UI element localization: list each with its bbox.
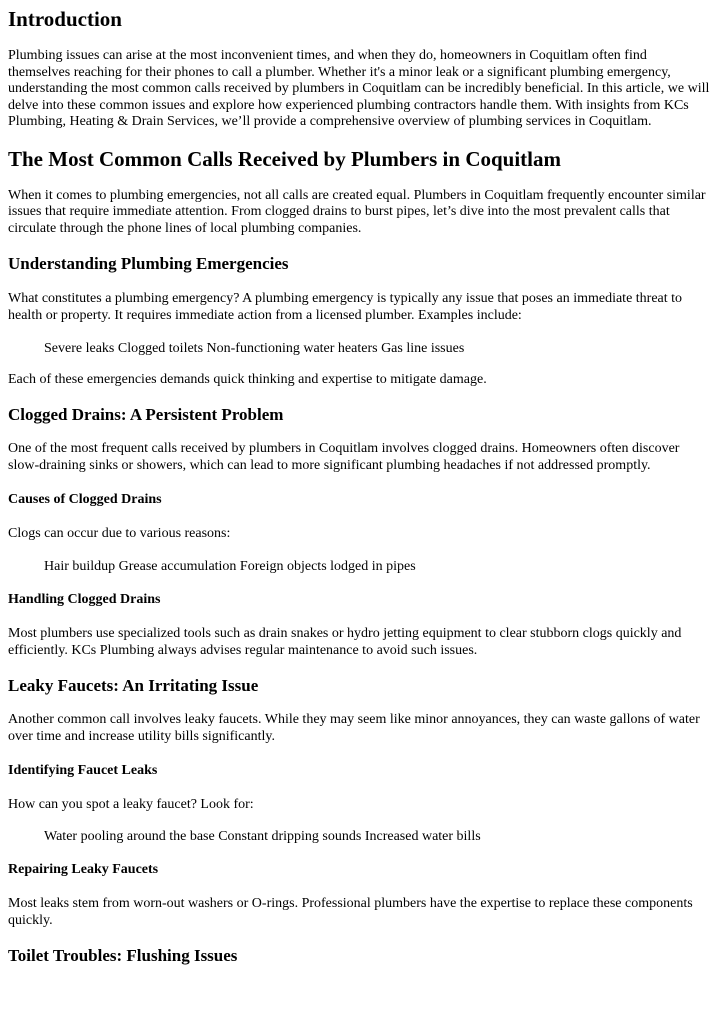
clogged-heading: Clogged Drains: A Persistent Problem xyxy=(8,405,284,424)
faucets-heading: Leaky Faucets: An Irritating Issue xyxy=(8,676,259,695)
common-calls-heading: The Most Common Calls Received by Plumbers in Coquitlam xyxy=(8,146,561,171)
intro-heading: Introduction xyxy=(8,7,122,31)
repair-paragraph: Most leaks stem from worn-out washers or O-rings. Professional plumbers have the expertise to replace these components quickly. xyxy=(8,896,693,928)
identify-heading: Identifying Faucet Leaks xyxy=(8,763,158,778)
common-calls-paragraph: When it comes to plumbing emergencies, not all calls are created equal. Plumbers in Coquitlam frequently encounter similar issues that require immediate attention. From clogged drains to burst pipes, let’s dive into the most prevalent calls that circulate through the phone lines of local plumbing companies. xyxy=(8,187,706,236)
handling-paragraph: Most plumbers use specialized tools such as drain snakes or hydro jetting equipment to clear stubborn clogs quickly and efficiently. KCs Plumbing always advises regular maintenance to avoid such issues. xyxy=(8,626,682,658)
toilets-heading: Toilet Troubles: Flushing Issues xyxy=(8,946,238,965)
handling-heading: Handling Clogged Drains xyxy=(8,592,161,607)
repair-heading: Repairing Leaky Faucets xyxy=(8,862,159,877)
emergencies-heading: Understanding Plumbing Emergencies xyxy=(8,254,289,273)
clogged-paragraph: One of the most frequent calls received by plumbers in Coquitlam involves clogged drains. Homeowners often discover slow-draining sinks or showers, which can lead to more significant plumbing headaches if not addressed promptly. xyxy=(8,441,680,473)
faucets-paragraph: Another common call involves leaky faucets. While they may seem like minor annoyances, they can waste gallons of water over time and increase utility bills significantly. xyxy=(8,712,700,744)
emergencies-list: Severe leaks Clogged toilets Non-functioning water heaters Gas line issues xyxy=(44,341,465,356)
article xyxy=(0,7,720,966)
emergencies-closing: Each of these emergencies demands quick thinking and expertise to mitigate damage. xyxy=(8,371,487,387)
identify-list: Water pooling around the base Constant dripping sounds Increased water bills xyxy=(44,828,481,844)
causes-paragraph: Clogs can occur due to various reasons: xyxy=(8,526,231,541)
identify-paragraph: How can you spot a leaky faucet? Look for: xyxy=(8,797,254,812)
intro-paragraph: Plumbing issues can arise at the most inconvenient times, and when they do, homeowners in Coquitlam often find themselves reaching for their phones to call a plumber. Whether it's a minor leak or a significant plumbing emergency, understanding the most common calls received by plumbers in Coquitlam can be incredibly beneficial. In this article, we will delve into these common issues and explore how experienced plumbing contractors handle them. With insights from KCs Plumbing, Heating & Drain Services, we’ll provide a comprehensive overview of plumbing services in Coquitlam. xyxy=(8,48,710,129)
emergencies-paragraph: What constitutes a plumbing emergency? A plumbing emergency is typically any issue that poses an immediate threat to health or property. It requires immediate action from a licensed plumber. Examples include: xyxy=(8,291,683,323)
causes-list: Hair buildup Grease accumulation Foreign objects lodged in pipes xyxy=(44,558,416,574)
causes-heading: Causes of Clogged Drains xyxy=(8,492,162,507)
